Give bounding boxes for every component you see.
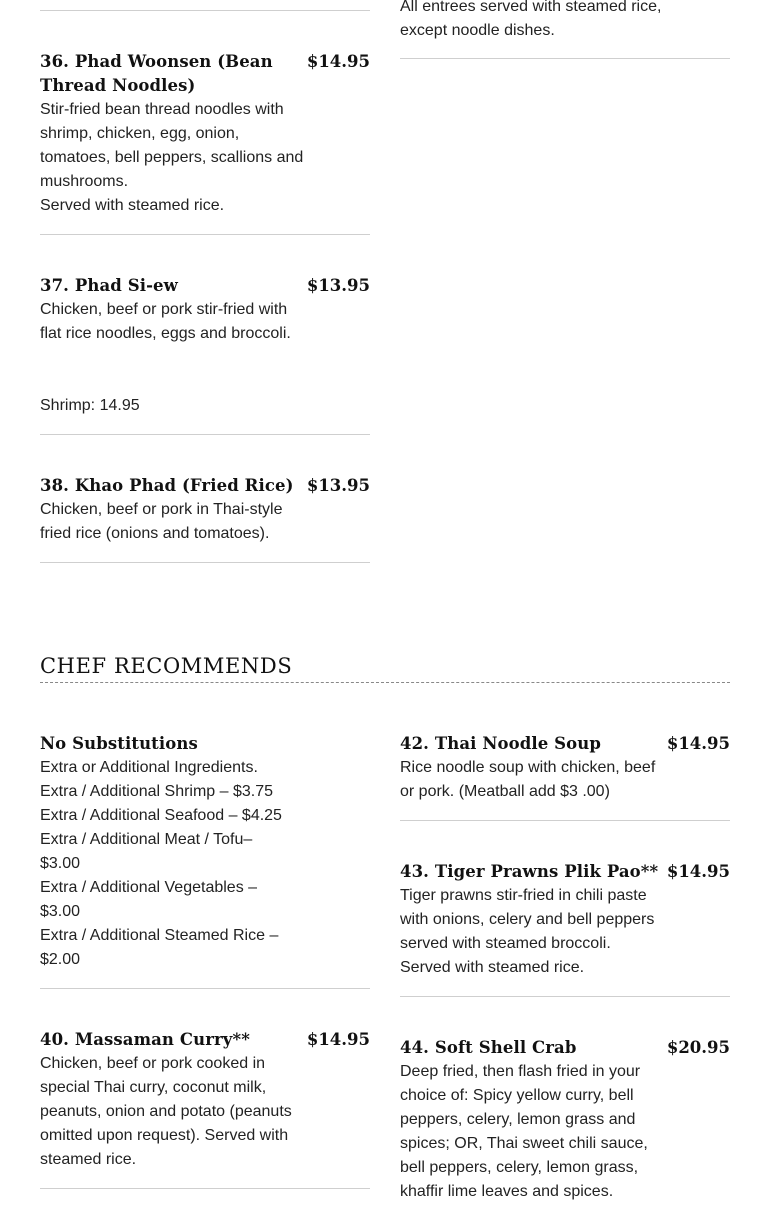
item-title: 36. Phad Woonsen (Bean xyxy=(40,52,273,71)
menu-item-38 xyxy=(40,474,370,546)
divider xyxy=(400,996,730,997)
menu-item-37 xyxy=(40,274,370,418)
item-title: 38. Khao Phad (Fried Rice) xyxy=(40,476,294,495)
item-title: 43. Tiger Prawns Plik Pao** xyxy=(400,862,659,881)
item-desc: steamed rice. xyxy=(40,1151,137,1168)
menu-item-40 xyxy=(40,1028,370,1172)
divider xyxy=(40,10,370,11)
item-desc: fried rice (onions and tomatoes). xyxy=(40,525,270,542)
item-desc: $2.00 xyxy=(40,951,81,968)
item-desc: bell peppers, celery, lemon grass, xyxy=(400,1159,639,1176)
item-price: $13.95 xyxy=(306,476,370,495)
item-desc: with onions, celery and bell peppers xyxy=(400,911,655,928)
divider xyxy=(40,988,370,989)
item-desc: Extra / Additional Shrimp – $3.75 xyxy=(40,783,274,800)
item-desc: mushrooms. xyxy=(40,173,129,190)
item-desc: omitted upon request). Served with xyxy=(40,1127,289,1144)
item-desc: Extra / Additional Meat / Tofu– xyxy=(40,831,253,848)
item-price: $14.95 xyxy=(666,734,730,753)
item-desc: peanuts, onion and potato (peanuts xyxy=(40,1103,292,1120)
divider xyxy=(400,820,730,821)
item-desc: flat rice noodles, eggs and broccoli. xyxy=(40,325,291,342)
item-title: 42. Thai Noodle Soup xyxy=(400,734,602,753)
item-price: $20.95 xyxy=(666,1038,730,1057)
item-desc: spices; OR, Thai sweet chili sauce, xyxy=(400,1135,648,1152)
item-desc: Extra / Additional Seafood – $4.25 xyxy=(40,807,282,824)
divider xyxy=(40,434,370,435)
item-desc: Tiger prawns stir-fried in chili paste xyxy=(400,887,647,904)
divider xyxy=(40,1188,370,1189)
item-desc: Stir-fried bean thread noodles with xyxy=(40,101,284,118)
item-desc: Extra / Additional Steamed Rice – xyxy=(40,927,279,944)
note-line: All entrees served with steamed rice, xyxy=(400,0,662,15)
note-line: except noodle dishes. xyxy=(400,22,555,39)
item-desc: Chicken, beef or pork cooked in xyxy=(40,1055,266,1072)
item-desc: Served with steamed rice. xyxy=(400,959,585,976)
item-title: 37. Phad Si-ew xyxy=(40,276,178,295)
item-desc: choice of: Spicy yellow curry, bell xyxy=(400,1087,634,1104)
item-title: 44. Soft Shell Crab xyxy=(400,1038,577,1057)
item-desc: $3.00 xyxy=(40,903,81,920)
section-title: CHEF RECOMMENDS xyxy=(40,654,293,678)
item-desc: served with steamed broccoli. xyxy=(400,935,611,952)
menu-item-36 xyxy=(40,50,370,218)
menu-item-43 xyxy=(400,860,730,980)
item-title: No Substitutions xyxy=(40,734,198,753)
item-price: $14.95 xyxy=(666,862,730,881)
item-desc: Served with steamed rice. xyxy=(40,197,225,214)
divider xyxy=(40,234,370,235)
item-desc: peppers, celery, lemon grass and xyxy=(400,1111,636,1128)
section-divider xyxy=(40,682,730,683)
item-desc: tomatoes, bell peppers, scallions and xyxy=(40,149,304,166)
item-desc: Rice noodle soup with chicken, beef xyxy=(400,759,656,776)
item-price: $14.95 xyxy=(306,52,370,71)
item-desc: Deep fried, then flash fried in your xyxy=(400,1063,641,1080)
item-desc: or pork. (Meatball add $3 .00) xyxy=(400,783,610,800)
menu-item-44 xyxy=(400,1036,730,1204)
item-desc: special Thai curry, coconut milk, xyxy=(40,1079,267,1096)
item-price: $14.95 xyxy=(306,1030,370,1049)
served-with-rice-note xyxy=(400,0,680,43)
item-desc: $3.00 xyxy=(40,855,81,872)
item-desc: Chicken, beef or pork stir-fried with xyxy=(40,301,288,318)
menu-item-42 xyxy=(400,732,730,804)
item-extra-price: Shrimp: 14.95 xyxy=(40,397,140,414)
item-desc: Extra or Additional Ingredients. xyxy=(40,759,258,776)
item-title: Thread Noodles) xyxy=(40,76,196,95)
item-desc: khaffir lime leaves and spices. xyxy=(400,1183,614,1200)
item-desc: shrimp, chicken, egg, onion, xyxy=(40,125,240,142)
divider xyxy=(400,58,730,59)
no-substitutions-note xyxy=(40,732,300,972)
divider xyxy=(40,562,370,563)
item-desc: Chicken, beef or pork in Thai-style xyxy=(40,501,283,518)
item-price: $13.95 xyxy=(306,276,370,295)
item-desc: Extra / Additional Vegetables – xyxy=(40,879,258,896)
item-title: 40. Massaman Curry** xyxy=(40,1030,250,1049)
